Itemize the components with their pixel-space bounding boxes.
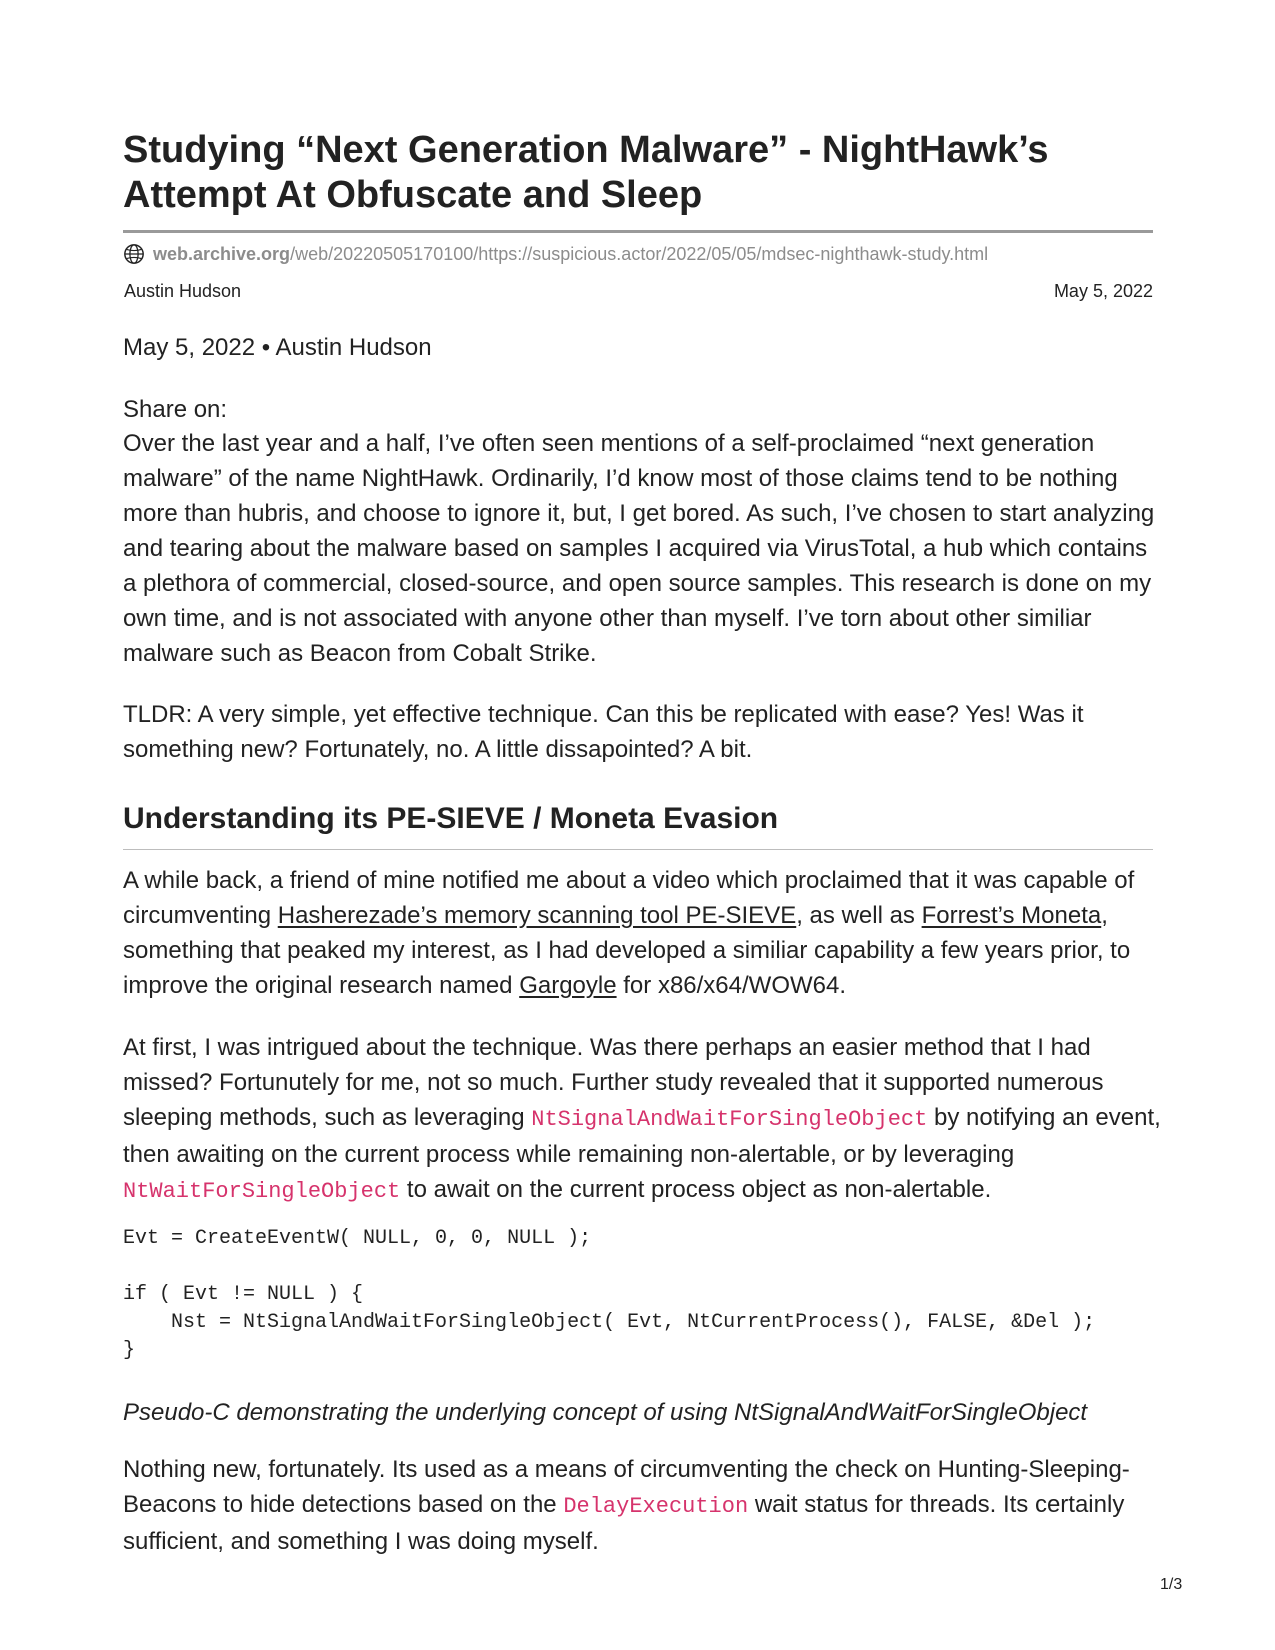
- article-meta: [124, 281, 1153, 303]
- text-span: , as well as: [796, 902, 922, 929]
- url-domain: web.archive.org: [153, 243, 291, 264]
- inline-code-delay: DelayExecution: [563, 1494, 749, 1519]
- text-span: At first, I was intrigued about the technique. Was there perhaps an easier method that I had missed? Fortunutely for me, not so much. Further study revealed that it supported numerous sleeping methods, such as leveraging: [123, 1034, 1104, 1131]
- intro-paragraph: Over the last year and a half, I’ve often seen mentions of a self-proclaimed “next generation malware” of the name NightHawk. Ordinarily, I’d know most of those claims tend to be nothing more than hubris, and choose to ignore it, but, I get bored. As such, I’ve chosen to start analyzing and tearing about the malware based on samples I acquired via VirusTotal, a hub which contains a plethora of commercial, closed-source, and open source samples. This research is done on my own time, and is not associated with anyone other than myself. I’ve torn about other similiar malware such as Beacon from Cobalt Strike.: [123, 430, 1155, 667]
- url-path: /web/20220505170100/https://suspicious.actor/2022/05/05/mdsec-nighthawk-study.html: [290, 243, 989, 264]
- text-span: Nothing new, fortunately. Its used as a means of circumventing the check on Hunting-Sleeping-Beacons to hide detections based on the: [123, 1456, 1130, 1518]
- text-span: wait status for threads. Its certainly sufficient, and something I was doing myself.: [123, 1491, 1125, 1555]
- code-block: Evt = CreateEventW( NULL, 0, 0, NULL ); if ( Evt != NULL ) { Nst = NtSignalAndWaitForSingleObject( Evt, NtCurrentProcess(), FALSE, &Del ); }: [123, 1227, 1096, 1362]
- inline-code-signal: NtSignalAndWaitForSingleObject: [531, 1107, 928, 1132]
- text-span: A while back, a friend of mine notified me about a video which proclaimed that it was capable of circumventing: [123, 867, 1135, 929]
- text-span: for x86/x64/WOW64.: [616, 972, 846, 999]
- source-url[interactable]: [123, 242, 1153, 266]
- section-divider: [123, 849, 1153, 850]
- page-number: 1/3: [1160, 1576, 1183, 1593]
- pesieve-link[interactable]: Hasherezade’s memory scanning tool PE-SIEVE: [277, 902, 797, 929]
- code-caption: Pseudo-C demonstrating the underlying concept of using NtSignalAndWaitForSingleObject: [123, 1399, 1088, 1426]
- inline-code-wait: NtWaitForSingleObject: [123, 1179, 401, 1204]
- publish-date: May 5, 2022: [1053, 281, 1153, 301]
- title-divider: [123, 230, 1153, 233]
- evasion-paragraph: [123, 863, 1163, 1003]
- technique-paragraph: [123, 1030, 1163, 1209]
- author-name: Austin Hudson: [124, 281, 242, 301]
- text-span: by notifying an event, then awaiting on the current process while remaining non-alertable, or by leveraging: [123, 1104, 1161, 1168]
- gargoyle-link[interactable]: Gargoyle: [519, 972, 617, 999]
- conclusion-paragraph: [123, 1452, 1163, 1559]
- article-title: Studying “Next Generation Malware” - NightHawk’s Attempt At Obfuscate and Sleep: [123, 129, 1049, 216]
- byline: May 5, 2022 • Austin Hudson: [123, 334, 432, 361]
- section-heading: Understanding its PE-SIEVE / Moneta Evasion: [123, 802, 779, 835]
- globe-icon: [123, 243, 145, 265]
- share-label: Share on:: [123, 396, 228, 423]
- tldr-paragraph: TLDR: A very simple, yet effective technique. Can this be replicated with ease? Yes! Was it something new? Fortunately, no. A little dissapointed? A bit.: [123, 701, 1084, 763]
- moneta-link[interactable]: Forrest’s Moneta: [921, 902, 1102, 929]
- text-span: , something that peaked my interest, as I had developed a similiar capability a few years prior, to improve the original research named: [123, 902, 1131, 999]
- text-span: to await on the current process object as non-alertable.: [400, 1176, 992, 1203]
